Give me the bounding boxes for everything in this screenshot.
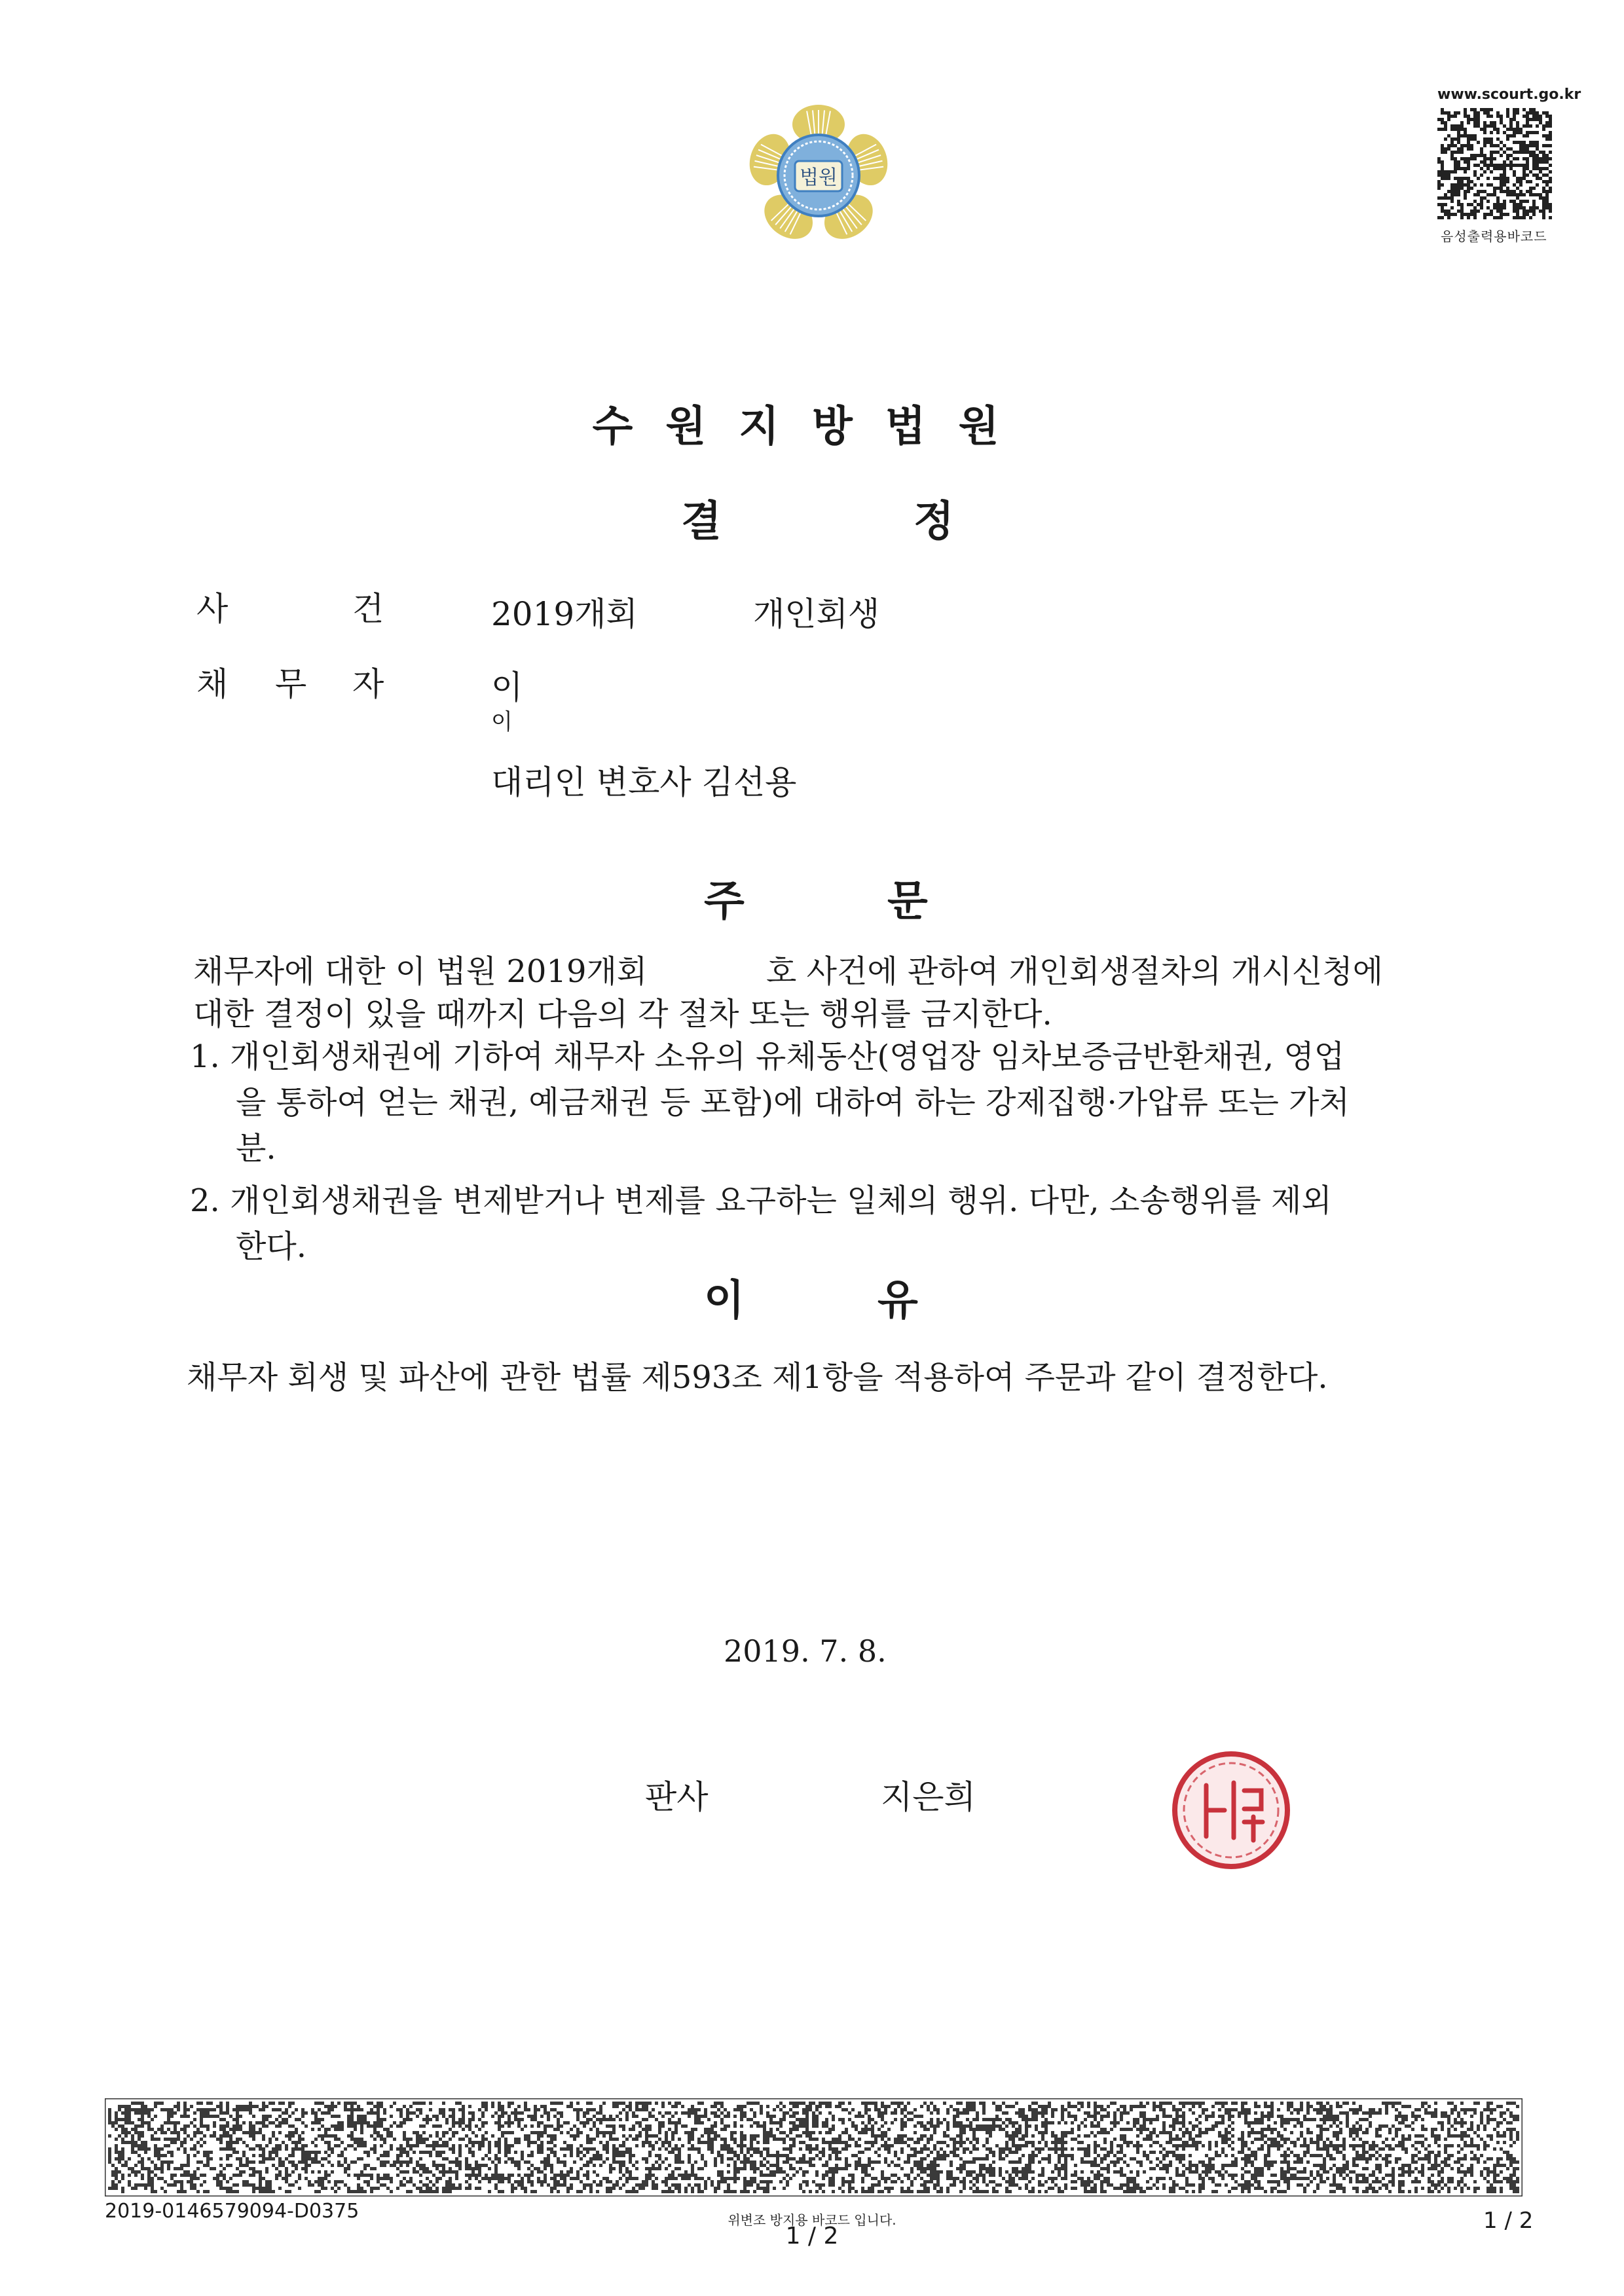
- order-heading-right: 문: [887, 877, 928, 926]
- debtor-agent: 대리인 변호사 김선용: [491, 763, 797, 801]
- court-name: 수원지방법원: [592, 402, 1032, 451]
- order-item-2-line-1: 2. 개인회생채권을 변제받거나 변제를 요구하는 일체의 행위. 다만, 소송행위를 제외: [190, 1182, 1332, 1219]
- case-number: 2019개회: [491, 595, 638, 633]
- reason-heading-left: 이: [704, 1276, 745, 1325]
- order-item-1-line-3: 분.: [236, 1130, 276, 1167]
- document-id: 2019-0146579094-D0375: [105, 2200, 360, 2223]
- doc-title-right: 정: [913, 497, 954, 546]
- case-label-left: 사: [196, 590, 229, 628]
- page-number-right: 1 / 2: [1483, 2208, 1534, 2234]
- decision-date: 2019. 7. 8.: [724, 1633, 887, 1669]
- qr-code-icon: [1437, 108, 1552, 219]
- debtor-name-2: 이: [491, 709, 513, 735]
- judge-seal-icon: [1166, 1745, 1297, 1876]
- case-type: 개인회생: [753, 595, 880, 633]
- order-item-1-line-2: 을 통하여 얻는 채권, 예금채권 등 포함)에 대하여 하는 강제집행·가압류 또는 가처: [236, 1084, 1350, 1121]
- debtor-label-1: 채: [196, 665, 229, 703]
- debtor-label-3: 자: [352, 665, 384, 703]
- court-emblem-icon: [733, 98, 904, 255]
- barcode-notice: 위변조 방지용 바코드 입니다.: [728, 2212, 896, 2228]
- judge-title: 판사: [645, 1778, 709, 1816]
- doc-title-left: 결: [681, 497, 722, 546]
- reason-text: 채무자 회생 및 파산에 관한 법률 제593조 제1항을 적용하여 주문과 같이 결정한다.: [187, 1359, 1328, 1396]
- case-label-right: 건: [352, 590, 384, 628]
- qr-url: www.scourt.go.kr: [1437, 86, 1581, 103]
- order-item-2-line-2: 한다.: [236, 1228, 306, 1265]
- qr-caption: 음성출력용바코드: [1441, 228, 1547, 244]
- debtor-label-2: 무: [275, 665, 307, 703]
- anti-forgery-barcode-icon: [105, 2098, 1522, 2196]
- order-item-1-line-1: 1. 개인회생채권에 기하여 채무자 소유의 유체동산(영업장 임차보증금반환채권, 영업: [190, 1038, 1345, 1075]
- page-number-center: 1 / 2: [785, 2223, 839, 2250]
- order-heading-left: 주: [704, 877, 745, 926]
- order-line-1a: 채무자에 대한 이 법원 2019개회: [193, 953, 648, 990]
- judge-name: 지은희: [881, 1778, 976, 1816]
- order-line-2: 대한 결정이 있을 때까지 다음의 각 절차 또는 행위를 금지한다.: [193, 996, 1052, 1032]
- debtor-name-1: 이: [491, 668, 523, 706]
- reason-heading-right: 유: [877, 1276, 918, 1325]
- order-line-1b: 호 사건에 관하여 개인회생절차의 개시신청에: [766, 953, 1384, 990]
- emblem-label: 법원: [800, 166, 838, 189]
